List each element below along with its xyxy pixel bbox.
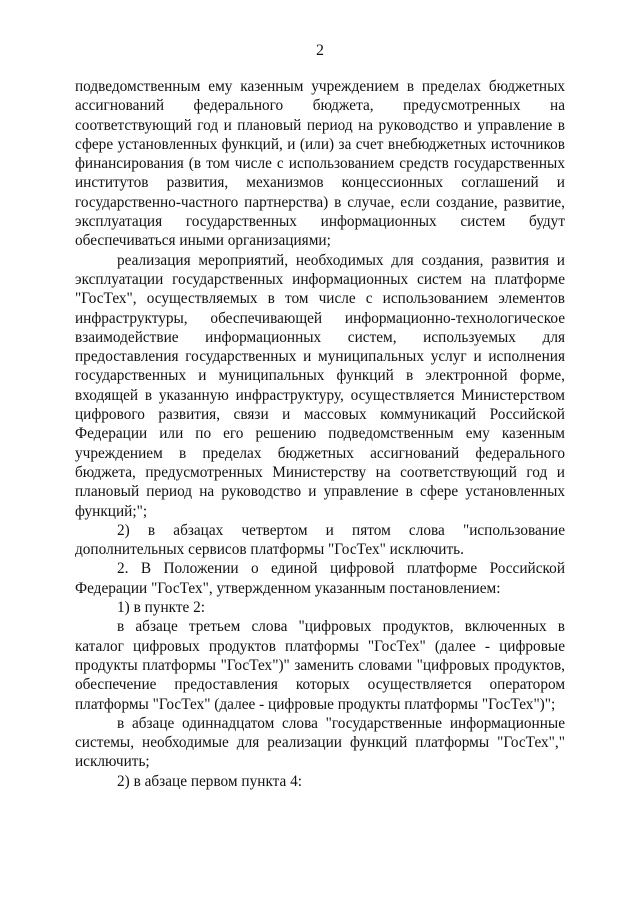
paragraph-third-abzats: в абзаце третьем слова "цифровых продуктов, включенных в каталог цифровых продуктов платформы "ГосТех" (далее - цифровые продукты платформы "ГосТех")" заменить словами "цифровых продуктов, обеспечение предоставления которых осуществляется оператором платформы "ГосТех" (далее - цифровые продукты платформы "ГосТех")"; <box>75 618 565 713</box>
document-body <box>75 77 565 791</box>
paragraph-eleventh-abzats: в абзаце одиннадцатом слова "государственные информационные системы, необходимые для реализации функций платформы "ГосТех"," исключить; <box>75 714 565 771</box>
paragraph-item-2-point-4: 2) в абзаце первом пункта 4: <box>117 772 303 790</box>
paragraph-item-1-point-2: 1) в пункте 2: <box>117 599 206 617</box>
paragraph-continuation: подведомственным ему казенным учреждением в пределах бюджетных ассигнований федерального бюджета, предусмотренных на соответствующий год и плановый период на руководство и управление в сфере установленных функций, и (или) за счет внебюджетных источников финансирования (в том числе с использованием средств государственных институтов развития, механизмов концессионных соглашений и государственно-частного партнерства) в случае, если создание, развитие, эксплуатация государственных информационных систем будут обеспечиваться иными организациями; <box>75 78 565 250</box>
paragraph-section-2-heading: 2. В Положении о единой цифровой платформе Российской Федерации "ГосТех", утвержденном указанным постановлением: <box>75 560 565 597</box>
page-number: 2 <box>316 42 324 59</box>
paragraph-item-2-abzats: 2) в абзацах четвертом и пятом слова "использование дополнительных сервисов платформы "ГосТех" исключить. <box>75 521 565 559</box>
paragraph-implementation-measures: реализация мероприятий, необходимых для создания, развития и эксплуатации государственных информационных систем на платформе "ГосТех", осуществляемых в том числе с использованием элементов инфраструктуры, обеспечивающей информационно-технологическое взаимодействие информационных систем, используемых для предоставления государственных и муниципальных услуг и исполнения государственных и муниципальных функций в электронной форме, входящей в указанную инфраструктуру, осуществляется Министерством цифрового развития, связи и массовых коммуникаций Российской Федерации или по его решению подведомственным ему казенным учреждением в пределах бюджетных ассигнований федерального бюджета, предусмотренных Министерству на соответствующий год и плановый период на руководство и управление в сфере установленных функций;"; <box>75 251 565 520</box>
